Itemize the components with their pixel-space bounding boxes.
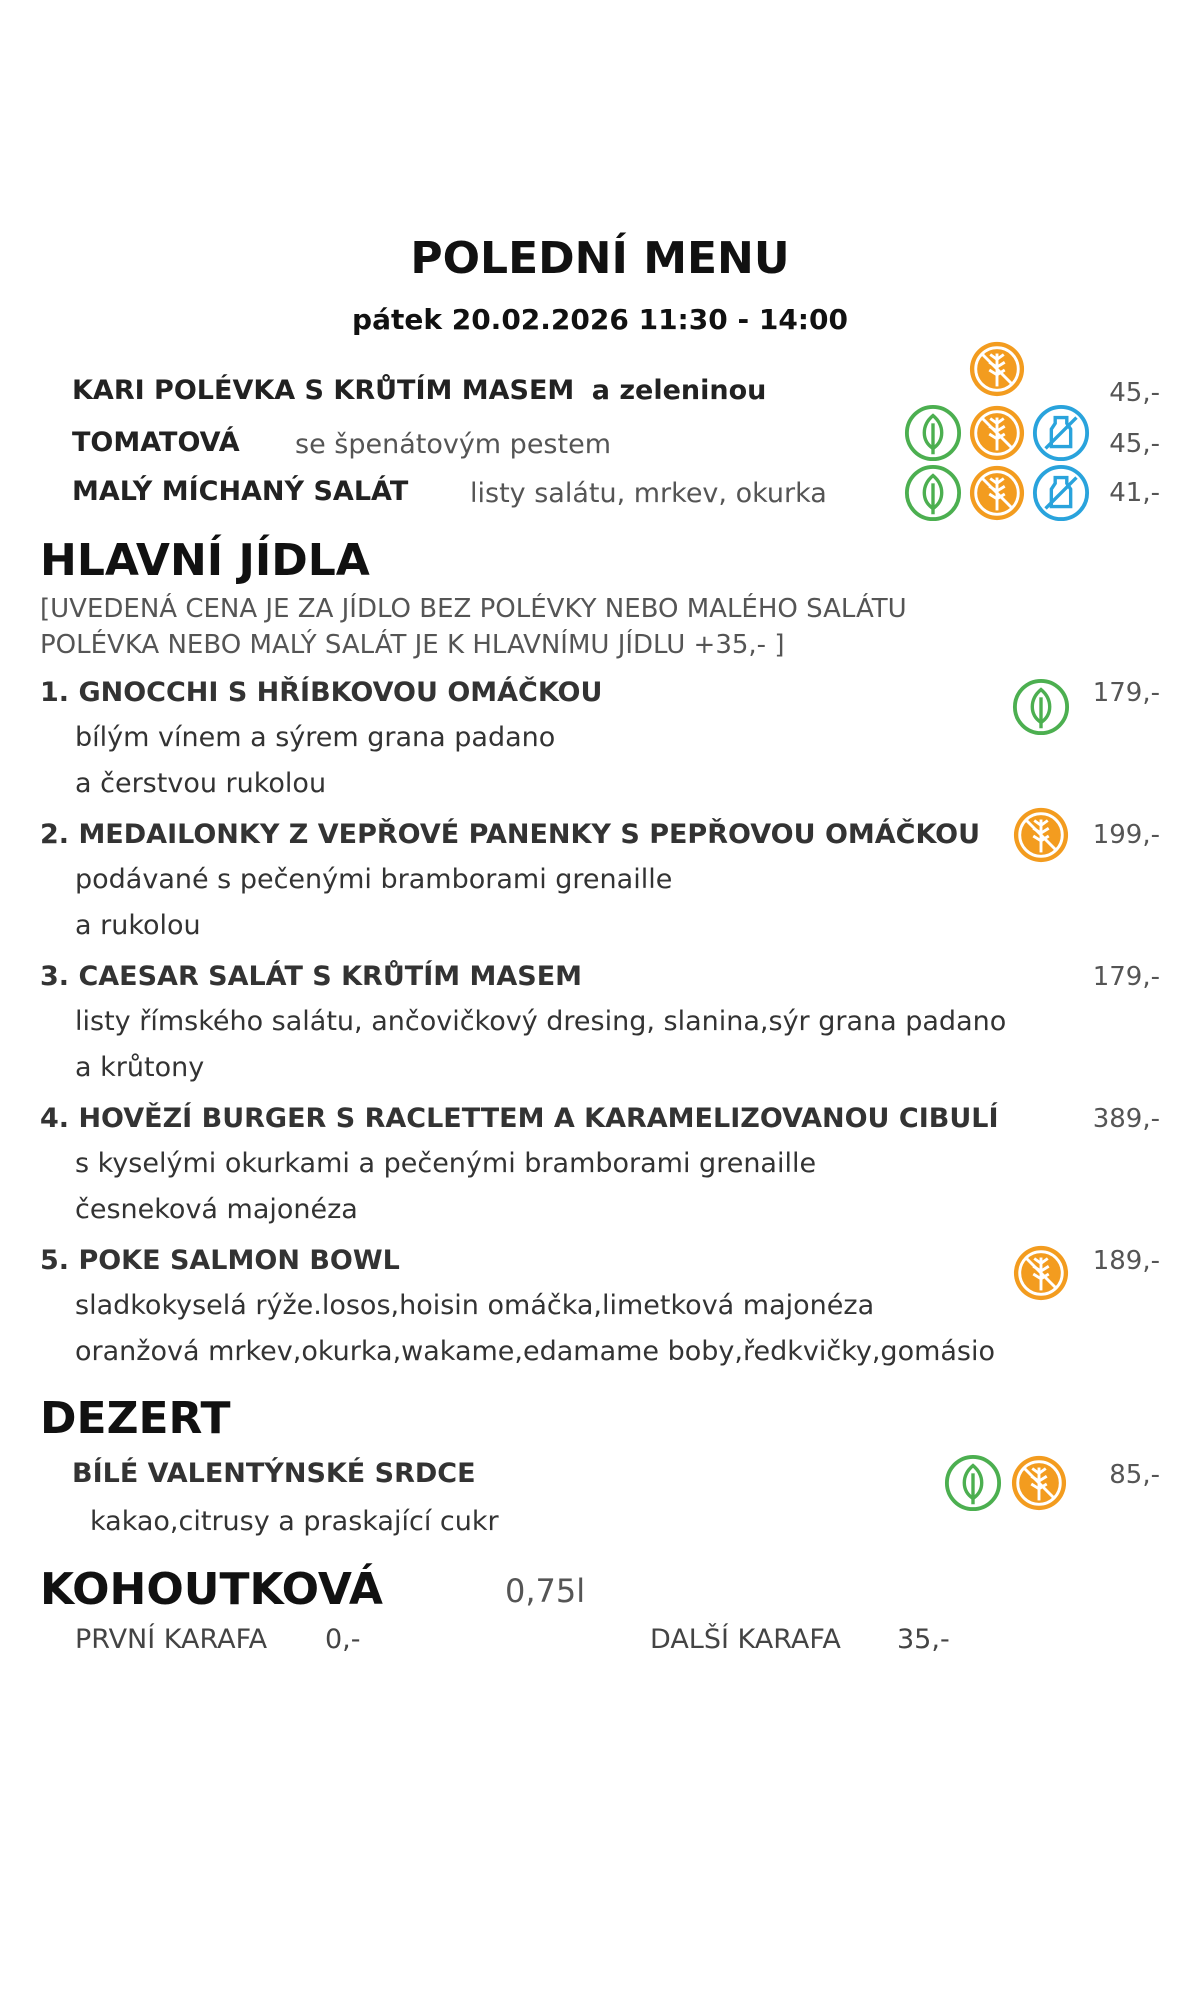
soup-3-desc: listy salátu, mrkev, okurka xyxy=(470,478,827,509)
tap-first-label: PRVNÍ KARAFA xyxy=(75,1624,268,1655)
soup-1-title: KARI POLÉVKA S KRŮTÍM MASEM xyxy=(72,375,575,406)
gluten-free-icon xyxy=(1010,1454,1068,1512)
dish-5-name: 5. POKE SALMON BOWL xyxy=(40,1245,400,1276)
dish-2-desc-2: a rukolou xyxy=(75,910,201,941)
dish-5-desc-2: oranžová mrkev,okurka,wakame,edamame boby,ředkvičky,gomásio xyxy=(75,1336,996,1367)
soup-1-price: 45,- xyxy=(1109,378,1160,408)
vegetarian-icon xyxy=(1012,678,1070,736)
main-heading: HLAVNÍ JÍDLA xyxy=(40,535,370,586)
dish-2-desc-1: podávané s pečenými bramborami grenaille xyxy=(75,864,673,895)
dessert-heading: DEZERT xyxy=(40,1393,231,1444)
vegetarian-icon xyxy=(904,404,962,462)
dish-1-desc-1: bílým vínem a sýrem grana padano xyxy=(75,722,556,753)
dessert-price: 85,- xyxy=(1109,1460,1160,1490)
dish-2-price: 199,- xyxy=(1092,820,1160,850)
date-time-line: pátek 20.02.2026 11:30 - 14:00 xyxy=(352,303,848,336)
page-title: POLEDNÍ MENU xyxy=(410,233,790,284)
dish-2-name: 2. MEDAILONKY Z VEPŘOVÉ PANENKY S PEPŘOVOU OMÁČKOU xyxy=(40,819,981,850)
dessert-desc: kakao,citrusy a praskající cukr xyxy=(90,1506,499,1537)
soup-2-name: TOMATOVÁ xyxy=(72,427,240,458)
soup-2-desc: se špenátovým pestem xyxy=(295,429,611,460)
tap-heading: KOHOUTKOVÁ xyxy=(40,1564,383,1615)
dish-3-price: 179,- xyxy=(1092,962,1160,992)
soup-3-name: MALÝ MÍCHANÝ SALÁT xyxy=(72,476,409,507)
vegetarian-icon xyxy=(904,464,962,522)
lactose-free-icon xyxy=(1032,464,1090,522)
tap-next-label: DALŠÍ KARAFA xyxy=(650,1624,841,1655)
soup-3-price: 41,- xyxy=(1109,478,1160,508)
dish-3-name: 3. CAESAR SALÁT S KRŮTÍM MASEM xyxy=(40,961,583,992)
tap-volume: 0,75l xyxy=(505,1572,586,1610)
dish-5-price: 189,- xyxy=(1092,1246,1160,1276)
gluten-free-icon xyxy=(968,340,1026,398)
vegetarian-icon xyxy=(944,1454,1002,1512)
gluten-free-icon xyxy=(1012,806,1070,864)
dish-4-desc-2: česneková majonéza xyxy=(75,1194,358,1225)
dish-4-price: 389,- xyxy=(1092,1104,1160,1134)
gluten-free-icon xyxy=(968,404,1026,462)
soup-2-price: 45,- xyxy=(1109,429,1160,459)
tap-first-price: 0,- xyxy=(325,1624,361,1655)
tap-next-price: 35,- xyxy=(897,1624,950,1655)
dish-1-name: 1. GNOCCHI S HŘÍBKOVOU OMÁČKOU xyxy=(40,677,603,708)
dish-3-desc-2: a krůtony xyxy=(75,1052,205,1083)
dish-3-desc-1: listy římského salátu, ančovičkový dresing, slanina,sýr grana padano xyxy=(75,1006,1007,1037)
main-note-line-1: [UVEDENÁ CENA JE ZA JÍDLO BEZ POLÉVKY NEBO MALÉHO SALÁTU xyxy=(40,594,907,624)
dish-1-desc-2: a čerstvou rukolou xyxy=(75,768,327,799)
soup-1-desc: a zeleninou xyxy=(591,375,767,406)
dish-4-desc-1: s kyselými okurkami a pečenými bramborami grenaille xyxy=(75,1148,817,1179)
dish-4-name: 4. HOVĚZÍ BURGER S RACLETTEM A KARAMELIZOVANOU CIBULÍ xyxy=(40,1103,999,1134)
gluten-free-icon xyxy=(1012,1244,1070,1302)
dessert-name: BÍLÉ VALENTÝNSKÉ SRDCE xyxy=(72,1458,476,1489)
soup-1-name xyxy=(72,375,766,406)
gluten-free-icon xyxy=(968,464,1026,522)
lactose-free-icon xyxy=(1032,404,1090,462)
dish-1-price: 179,- xyxy=(1092,678,1160,708)
dish-5-desc-1: sladkokyselá rýže.losos,hoisin omáčka,limetková majonéza xyxy=(75,1290,875,1321)
main-note-line-2: POLÉVKA NEBO MALÝ SALÁT JE K HLAVNÍMU JÍDLU +35,- ] xyxy=(40,630,785,660)
